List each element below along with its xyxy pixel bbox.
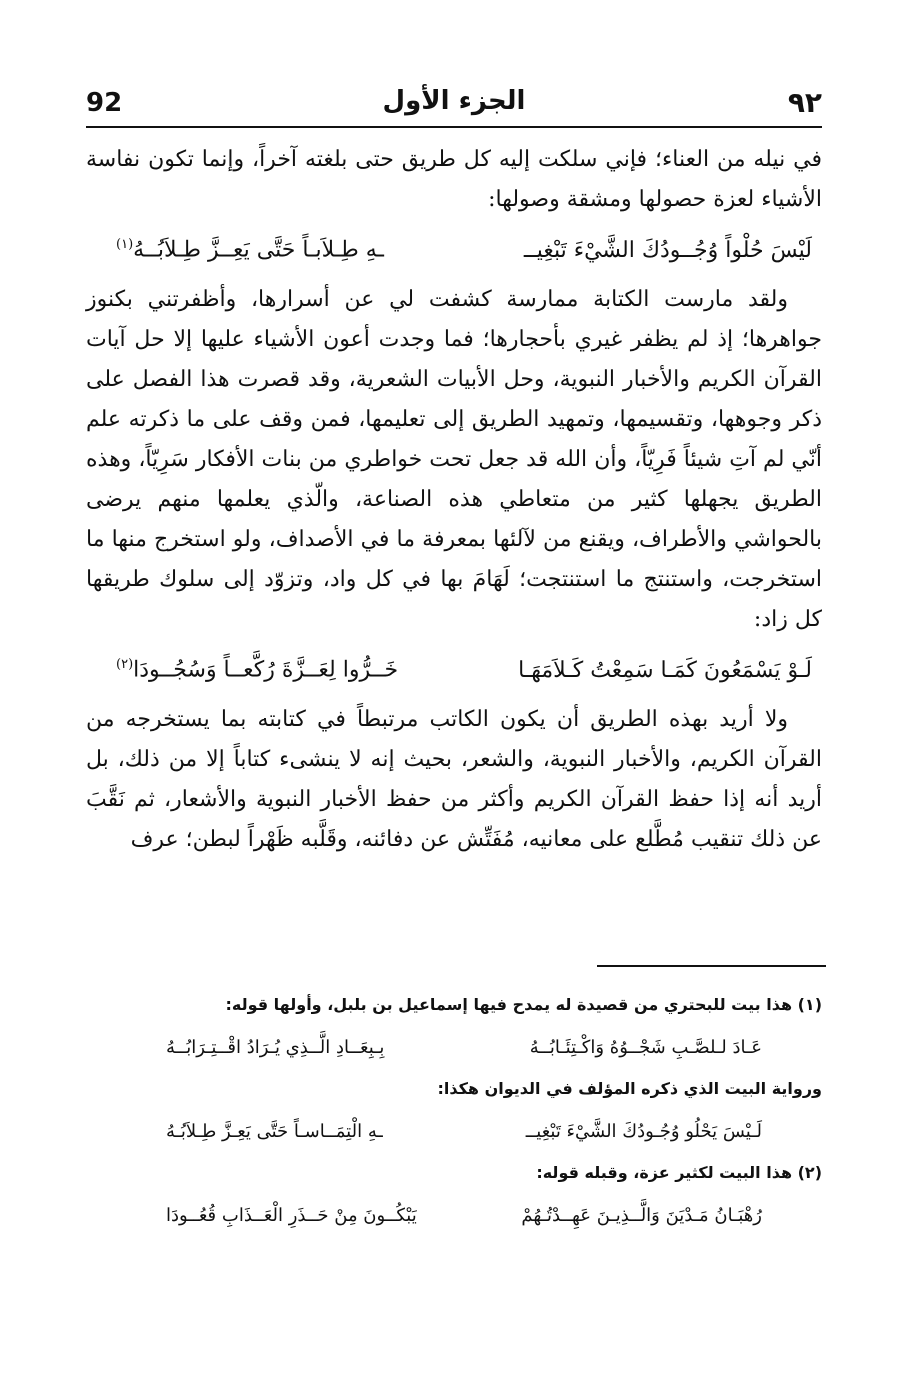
verse-2	[86, 640, 822, 700]
footnote-2-verse-first: رُهْبَـانُ مَـدْيَنَ وَالَّــذِيـنَ عَهِــدْتُـهُمْ	[521, 1204, 762, 1226]
verse-2-second-hemistich	[116, 657, 398, 682]
verse-1	[86, 220, 822, 280]
verse-1-second-text: ـهِ طِـلاَبـاً حَتَّى يَعِــزَّ طِـلاَبُــهُ	[133, 237, 384, 263]
paragraph-1: في نيله من العناء؛ فإني سلكت إليه كل طريق حتى بلغته آخراً، وإنما تكون نفاسة الأشياء لعزة حصولها ومشقة وصولها:	[86, 147, 822, 212]
page-header	[86, 84, 822, 128]
verse-1-first-hemistich: لَيْسَ حُلْواً وُجُــودُكَ الشَّيْءَ تَبْغِيــ	[523, 237, 812, 263]
footnote-1-text-2: ورواية البيت الذي ذكره المؤلف في الديوان هكذا:	[437, 1079, 822, 1098]
footnote-1-verse-b	[86, 1102, 822, 1160]
footnote-1-verse-a	[86, 1018, 822, 1076]
page-number-latin: 92	[86, 88, 123, 118]
main-text	[86, 140, 822, 860]
footnote-1-verse-b-second: ـهِ الْتِمَــاسـاً حَتَّى يَعِـزَّ طِـلاَبُـهُ	[166, 1120, 383, 1142]
page-number-arabic: ٩٢	[787, 86, 822, 119]
verse-2-first-hemistich: لَـوْ يَسْمَعُونَ كَمَـا سَمِعْتُ كَـلاَمَهَـا	[518, 657, 812, 683]
verse-2-second-text: خَــرُّوا لِعَــزَّةَ رُكَّعــاً وَسُجُــودَا	[133, 657, 399, 683]
footnote-1-verse-a-first: عَـادَ لـلصَّـبِ شَجْــوُهُ وَاكْـتِئَـابُــهُ	[529, 1036, 762, 1058]
paragraph-2: ولقد مارست الكتابة ممارسة كشفت لي عن أسرارها، وأظفرتني بكنوز جواهرها؛ إذ لم يظفر غيري بأحجارها؛ فما وجدت أعون الأشياء عليها إلا حل آيات القرآن الكريم والأخبار النبوية، وحل الأبيات الشعرية، وقد قصرت هذا الفصل على ذكر وجوهها، وتقسيمها، وتمهيد الطريق إلى تعليمها، فمن وقف على ما ذكرته علم أنّي لم آتِ شيئاً فَرِيّاً، وأن الله قد جعل تحت خواطري من بنات الأفكار سَرِيّاً، وهذه الطريق يجهلها كثير من متعاطي هذه الصناعة، والّذي يعلمها منهم يرضى بالحواشي والأطراف، ويقنع من لآلئها بمعرفة ما في الأصداف، ولو استخرج منها ما استخرجت، واستنتج ما استنتجت؛ لَهَامَ بها في كل واد، وتزوّد إلى سلوك طريقها كل زاد:	[86, 287, 822, 632]
footnote-1-verse-a-second: بِـبِعَــادِ الَّــذِي يُـرَادُ اقْــتِـرَابُــهُ	[166, 1036, 385, 1058]
footnote-separator	[597, 965, 826, 967]
footnote-2-text: (٢) هذا البيت لكثير عزة، وقبله قوله:	[536, 1163, 822, 1182]
footnote-2-verse	[86, 1186, 822, 1244]
footnotes	[86, 992, 822, 1244]
footnote-marker-2: (٢)	[116, 657, 134, 673]
paragraph-3: ولا أريد بهذه الطريق أن يكون الكاتب مرتبطاً في كتابته بما يستخرجه من القرآن الكريم، والأخبار النبوية، والشعر، بحيث إنه لا ينشىء كتاباً إلا من ذلك، بل أريد أنه إذا حفظ القرآن الكريم وأكثر من حفظ الأخبار النبوية والأشعار، ثم نَقَّبَ عن ذلك تنقيب مُطَّلع على معانيه، مُفَتِّش عن دفائنه، وقَلَّبه ظَهْراً لبطن؛ عرف	[86, 707, 822, 852]
footnote-1-verse-b-first: لَـيْسَ يَحْلُو وُجُـودُكَ الشَّيْءَ تَبْغِيــ	[525, 1120, 762, 1142]
verse-1-second-hemistich	[116, 237, 384, 262]
footnote-1-text: (١) هذا بيت للبحتري من قصيدة له يمدح فيها إسماعيل بن بلبل، وأولها قوله:	[225, 995, 822, 1014]
footnote-2-verse-second: يَبْكُــونَ مِنْ حَــذَرِ الْعَــذَابِ قُعُــودَا	[166, 1204, 417, 1226]
running-title: الجزء الأول	[382, 86, 526, 116]
footnote-marker-1: (١)	[116, 237, 134, 253]
